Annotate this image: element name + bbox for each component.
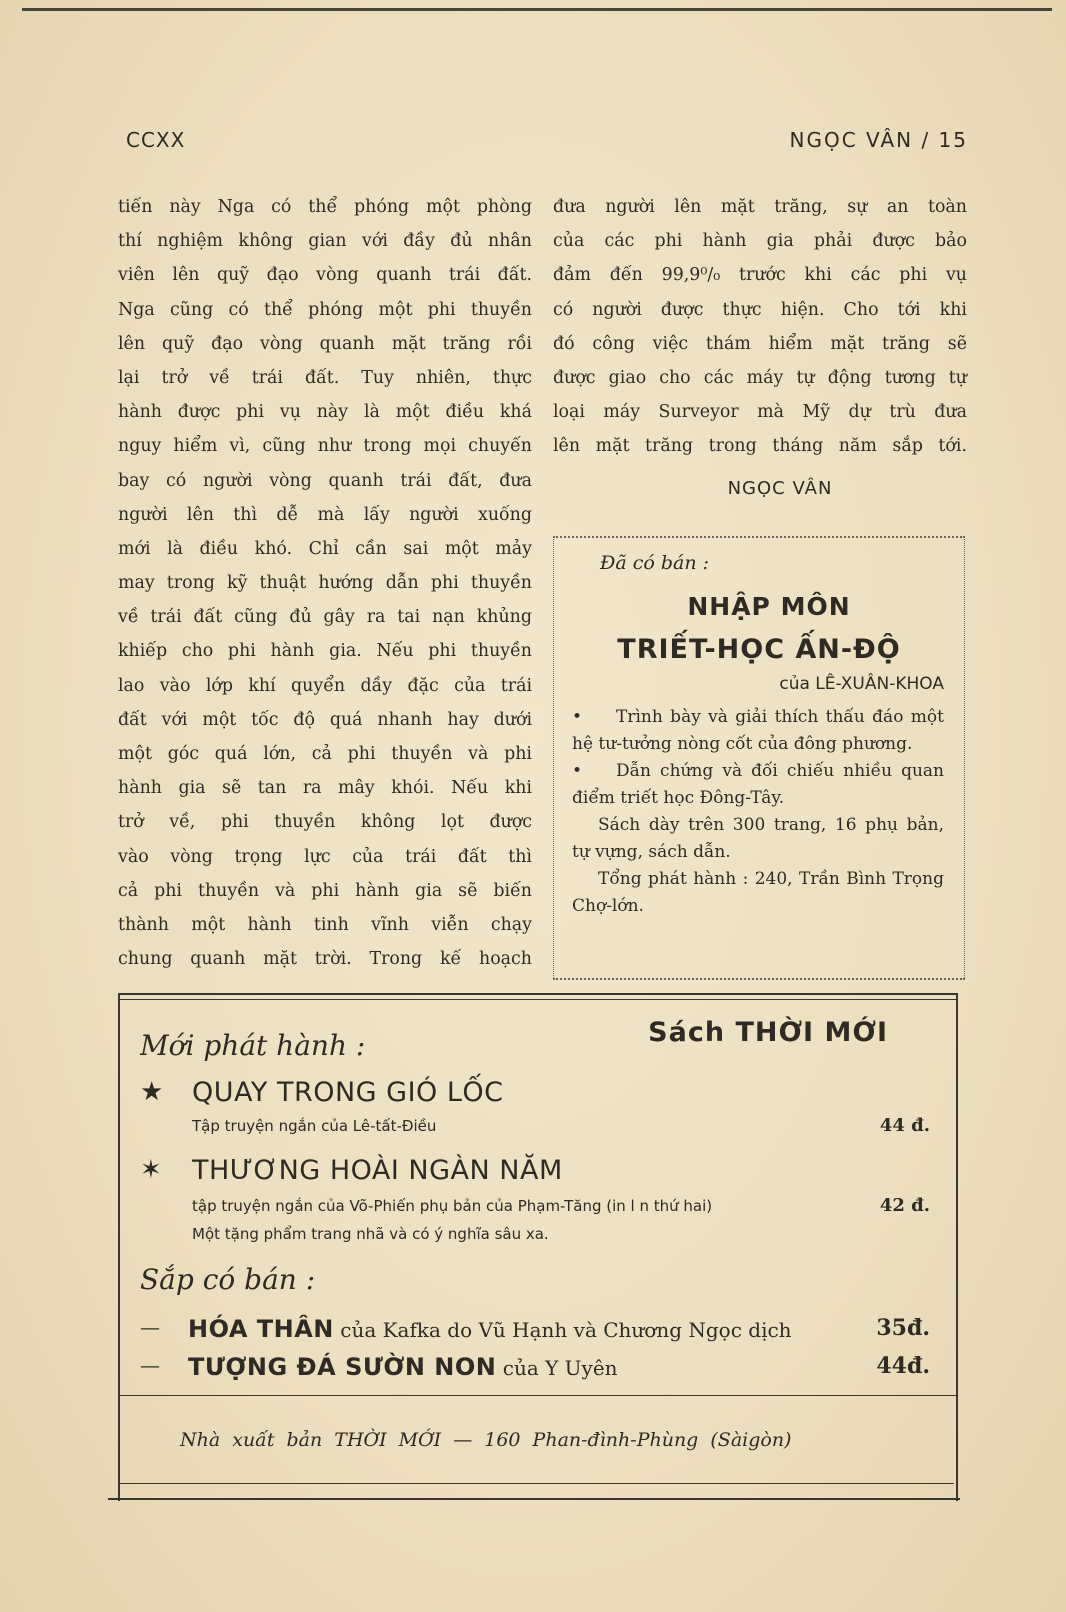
ad-bullet-1: • Trình bày và giải thích thấu đáo một hệ tư-tưởng nòng cốt của đông phương.	[572, 704, 944, 758]
asterisk-star-icon: ✶	[140, 1155, 162, 1185]
article-text-line: lên quỹ đạo vòng quanh mặt trăng rồi	[118, 333, 532, 354]
article-text-line: cả phi thuyền và phi hành gia sẽ biến	[118, 880, 532, 901]
box-double-rule	[120, 995, 956, 1000]
article-text-line: lên mặt trăng trong tháng năm sắp tới.	[553, 436, 967, 457]
book-title: QUAY TRONG GIÓ LỐC	[192, 1077, 504, 1108]
article-text-line: hành gia sẽ tan ra mây khói. Nếu khi	[118, 778, 532, 799]
article-text-line: may trong kỹ thuật hướng dẫn phi thuyền	[118, 573, 532, 594]
book-title: TƯỢNG ĐÁ SƯỜN NON	[188, 1353, 497, 1381]
book-price: 35đ.	[876, 1315, 930, 1341]
article-text-line: nguy hiểm vì, cũng như trong mọi chuyến	[118, 436, 532, 457]
article-text-line: lại trở về trái đất. Tuy nhiên, thực	[118, 367, 532, 388]
article-text-line: chung quanh mặt trời. Trong kế hoạch	[118, 949, 532, 970]
book-listing-2	[140, 1155, 930, 1245]
article-text-line: thành một hành tinh vĩnh viễn chạy	[118, 914, 532, 935]
article-text-line: hành được phi vụ này là một điều khá	[118, 402, 532, 423]
book-credits: của Kafka do Vũ Hạnh và Chương Ngọc dịch	[340, 1318, 792, 1342]
ad-book-title-line2: TRIẾT-HỌC ẤN-ĐỘ	[617, 634, 901, 665]
divider-rule	[120, 1395, 956, 1396]
ad-distributor: Tổng phát hành : 240, Trần Bình Trọng Chợ-lớn.	[572, 869, 944, 916]
book-credits: của Y Uyên	[502, 1356, 618, 1380]
article-text-line: loại máy Surveyor mà Mỹ dự trù đưa	[553, 402, 967, 423]
ad-book-title-line1: NHẬP MÔN	[687, 592, 851, 621]
bullet-icon: •	[572, 761, 583, 781]
article-text-line: có người được thực hiện. Cho tới khi	[553, 299, 967, 320]
article-text-line: đưa người lên mặt trăng, sự an toàn	[553, 197, 967, 217]
book-tagline: Một tặng phẩm trang nhã và có ý nghĩa sâu xa.	[192, 1225, 549, 1243]
book-listing-1	[140, 1077, 930, 1137]
article-text-line: viên lên quỹ đạo vòng quanh trái đất.	[118, 265, 532, 286]
book-listing-3	[140, 1315, 930, 1347]
new-release-heading: Mới phát hành :	[140, 1029, 366, 1062]
book-advertisement-box	[553, 536, 965, 980]
ad-page-count: Sách dày trên 300 trang, 16 phụ bản, tự vựng, sách dẫn.	[572, 815, 944, 862]
ad-bullet-2: • Dẫn chứng và đối chiếu nhiều quan điểm triết học Đông-Tây.	[572, 758, 944, 812]
article-text-line: lao vào lớp khí quyển dầy đặc của trái	[118, 675, 532, 696]
bottom-rule-thick	[108, 1498, 960, 1500]
article-text-line: đảm đến 99,9⁰/₀ trước khi các phi vụ	[553, 265, 967, 286]
running-head: NGỌC VÂN / 15	[789, 128, 968, 152]
article-text-line: bay có người vòng quanh trái đất, đưa	[118, 470, 532, 491]
book-price: 44đ.	[876, 1353, 930, 1379]
publisher-address: Nhà xuất bản THỜI MỚI — 160 Phan-đình-Phùng (Sàigòn)	[180, 1429, 792, 1451]
publisher-name: Sách THỜI MỚI	[648, 1017, 888, 1048]
bullet-icon: •	[572, 707, 583, 727]
bottom-rule	[118, 1483, 954, 1484]
ad-availability-label: Đã có bán :	[600, 552, 709, 574]
coming-soon-heading: Sắp có bán :	[140, 1263, 316, 1296]
article-text-line: tiến này Nga có thể phóng một phòng	[118, 197, 532, 217]
article-text-line: thí nghiệm không gian với đầy đủ nhân	[118, 231, 532, 252]
article-text-line: khiếp cho phi hành gia. Nếu phi thuyền	[118, 641, 532, 662]
article-text-line: được giao cho các máy tự động tương tự	[553, 367, 967, 388]
article-text-line: người lên thì dễ mà lấy người xuống	[118, 504, 532, 525]
ad-book-author: của LÊ-XUÂN-KHOA	[779, 674, 944, 694]
article-text-line: của các phi hành gia phải được bảo	[553, 231, 967, 252]
article-text-line: đất với một tốc độ quá nhanh hay dưới	[118, 709, 532, 730]
article-text-line: vào vòng trọng lực của trái đất thì	[118, 846, 532, 867]
book-price: 42 đ.	[879, 1195, 930, 1216]
article-text-line: đó công việc thám hiểm mặt trăng sẽ	[553, 333, 967, 354]
article-text-line: về trái đất cũng đủ gây ra tai nạn khủng	[118, 607, 532, 628]
ad-description	[572, 704, 944, 920]
book-price: 44 đ.	[879, 1115, 930, 1136]
article-column-left	[118, 190, 532, 976]
page-header	[126, 128, 968, 158]
publisher-advertisement-box	[118, 993, 958, 1501]
star-icon: ★	[140, 1077, 164, 1107]
book-description: tập truyện ngắn của Võ-Phiến phụ bản của Phạm-Tăng (in l n thứ hai)	[192, 1197, 713, 1215]
page-number-roman: CCXX	[126, 128, 186, 152]
top-edge-rule	[22, 8, 1052, 11]
author-signature: NGỌC VÂN	[727, 477, 833, 499]
dash-marker: —	[140, 1353, 160, 1377]
book-description: Tập truyện ngắn của Lê-tất-Điều	[192, 1117, 437, 1135]
book-title: HÓA THÂN	[188, 1315, 334, 1343]
book-listing-4	[140, 1353, 930, 1385]
article-text-line: mới là điều khó. Chỉ cần sai một mảy	[118, 538, 532, 559]
book-title: THƯƠNG HOÀI NGÀN NĂM	[192, 1155, 563, 1186]
article-text-line: Nga cũng có thể phóng một phi thuyền	[118, 299, 532, 320]
article-column-right	[553, 190, 967, 506]
article-text-line: một góc quá lớn, cả phi thuyền và phi	[118, 744, 532, 764]
article-text-line: trở về, phi thuyền không lọt được	[118, 812, 532, 833]
dash-marker: —	[140, 1315, 160, 1339]
